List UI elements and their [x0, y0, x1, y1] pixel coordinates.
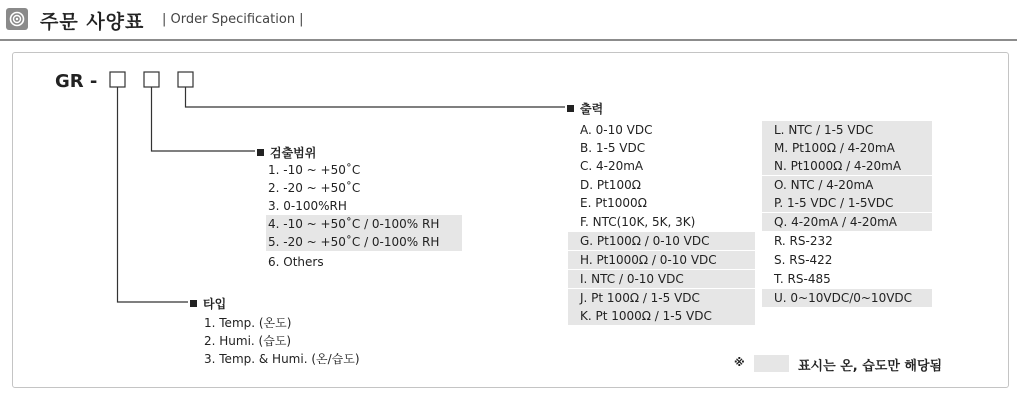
output-item: C. 4-20mA	[580, 159, 644, 173]
square-bullet-icon	[190, 300, 197, 307]
connector-output	[186, 87, 566, 107]
page-title: 주문 사양표	[40, 11, 145, 33]
square-bullet-icon	[257, 149, 264, 156]
output-item-shaded: P. 1-5 VDC / 1-5VDC	[762, 194, 932, 212]
output-item-shaded: K. Pt 1000Ω / 1-5 VDC	[568, 307, 755, 325]
range-section-title: 검출범위	[257, 144, 316, 161]
output-item: T. RS-485	[774, 272, 831, 286]
output-item: E. Pt1000Ω	[580, 196, 647, 210]
output-item-shaded: G. Pt100Ω / 0-10 VDC	[568, 232, 755, 250]
output-item: D. Pt100Ω	[580, 178, 641, 192]
output-item: F. NTC(10K, 5K, 3K)	[580, 215, 696, 229]
output-item-shaded: M. Pt100Ω / 4-20mA	[762, 139, 932, 157]
code-box-output	[178, 72, 193, 87]
connector-type	[118, 87, 189, 302]
output-section-title: 출력	[567, 100, 603, 117]
type-section-title: 타입	[190, 295, 226, 312]
output-item-shaded: I. NTC / 0-10 VDC	[568, 270, 755, 288]
reference-mark-icon: ※	[734, 356, 745, 369]
output-item: B. 1-5 VDC	[580, 141, 646, 155]
range-item: 6. Others	[268, 255, 324, 269]
output-item: S. RS-422	[774, 253, 833, 267]
range-item: 3. 0-100%RH	[268, 199, 347, 213]
output-item-shaded: L. NTC / 1-5 VDC	[762, 121, 932, 139]
output-item-shaded: H. Pt1000Ω / 0-10 VDC	[568, 251, 755, 269]
output-item-shaded: O. NTC / 4-20mA	[762, 176, 932, 194]
square-bullet-icon	[567, 105, 574, 112]
output-item-shaded: J. Pt 100Ω / 1-5 VDC	[568, 289, 755, 307]
connector-range	[152, 87, 256, 151]
shade-legend-swatch	[754, 355, 789, 372]
output-item-shaded: Q. 4-20mA / 4-20mA	[762, 213, 932, 231]
output-item-shaded: N. Pt1000Ω / 4-20mA	[762, 157, 932, 175]
output-item-shaded: U. 0~10VDC/0~10VDC	[762, 289, 932, 307]
shade-legend-note: 표시는 온, 습도만 해당됨	[798, 359, 943, 374]
type-item: 2. Humi. (습도)	[204, 334, 292, 348]
range-item: 1. -10 ~ +50˚C	[268, 163, 361, 177]
range-item-shaded: 5. -20 ~ +50˚C / 0-100% RH	[266, 233, 462, 251]
output-item: A. 0-10 VDC	[580, 123, 653, 137]
code-box-type	[110, 72, 125, 87]
page-subtitle: | Order Specification |	[162, 12, 304, 27]
model-code: GR -	[55, 71, 98, 92]
output-item: R. RS-232	[774, 234, 833, 248]
code-box-range	[144, 72, 159, 87]
range-item: 2. -20 ~ +50˚C	[268, 181, 361, 195]
type-item: 1. Temp. (온도)	[204, 316, 292, 330]
range-item-shaded: 4. -10 ~ +50˚C / 0-100% RH	[266, 215, 462, 233]
type-item: 3. Temp. & Humi. (온/습도)	[204, 352, 360, 366]
